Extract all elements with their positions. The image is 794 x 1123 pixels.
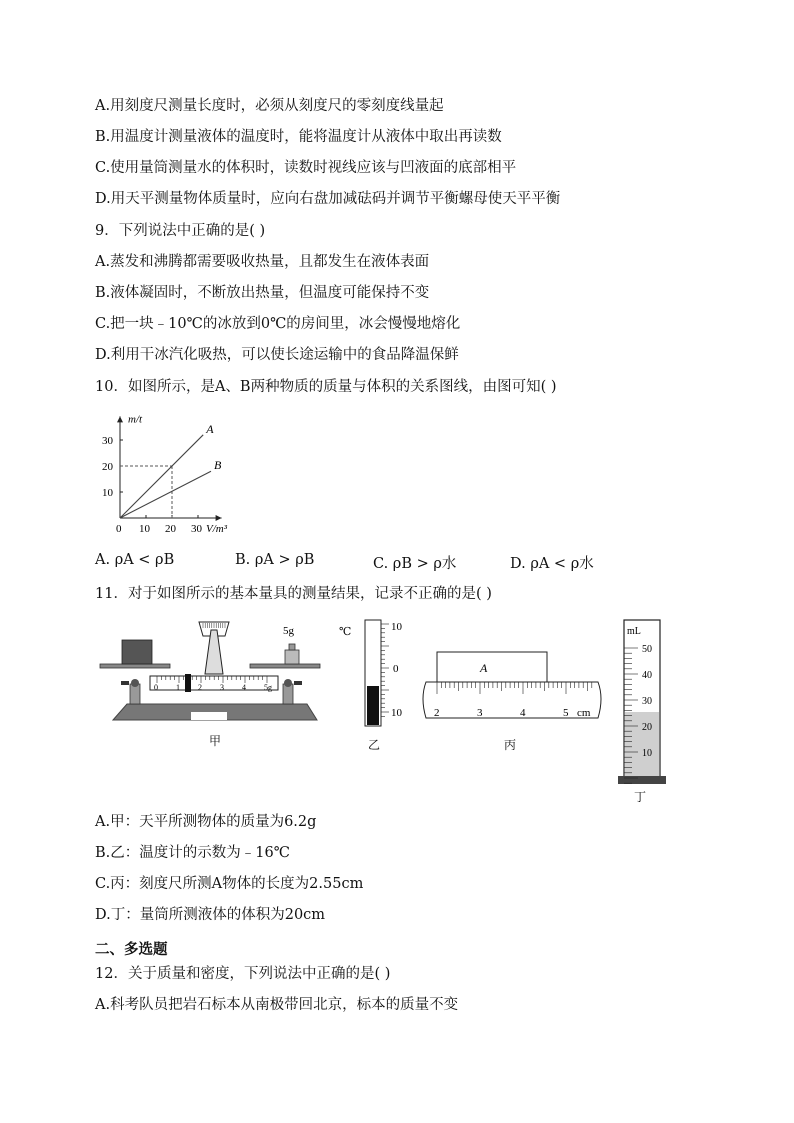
- y-tick-label: 20: [102, 461, 113, 473]
- q10-option-b: B. ρA > ρB: [235, 552, 315, 568]
- q9-stem: 9．下列说法中正确的是( ): [95, 223, 266, 239]
- label-ding: 丁: [634, 790, 647, 804]
- weight-label: 5g: [283, 625, 294, 637]
- q10-stem: 10．如图所示，是A、B两种物质的质量与体积的关系图线，由图可知( ): [95, 379, 557, 395]
- beam-tick-label: 3: [220, 683, 224, 692]
- q10-option-c: C. ρB > ρ水: [373, 556, 457, 572]
- y-tick-label: 30: [102, 435, 113, 447]
- right-pan: [250, 664, 320, 668]
- q11-option-c: C.丙：刻度尺所测A物体的长度为2.55cm: [95, 876, 364, 892]
- cyl-tick-50: 50: [642, 644, 652, 655]
- q9-option-c: C.把一块﹣10℃的冰放到0℃的房间里，冰会慢慢地熔化: [95, 316, 461, 332]
- ruler-tick-3: 3: [477, 707, 483, 719]
- cylinder-base: [618, 776, 666, 784]
- q8-option-c: C.使用量筒测量水的体积时，读数时视线应该与凹液面的底部相平: [95, 160, 517, 176]
- cylinder-figure: [616, 614, 672, 786]
- thermo-tick-10-bottom: 10: [391, 707, 402, 719]
- q9-option-a: A.蒸发和沸腾都需要吸收热量，且都发生在液体表面: [95, 254, 430, 270]
- object-a: [437, 652, 547, 682]
- balance-base-notch: [191, 712, 227, 720]
- q11-stem: 11．对于如图所示的基本量具的测量结果，记录不正确的是( ): [95, 586, 492, 602]
- beam-tick-label: 2: [198, 683, 202, 692]
- series-label-B: B: [214, 458, 222, 473]
- q10-option-d: D. ρA < ρ水: [510, 556, 594, 572]
- weight-5g: [285, 650, 299, 664]
- q11-option-b: B.乙：温度计的示数为﹣16℃: [95, 845, 290, 861]
- x-tick-label: 0: [116, 523, 122, 535]
- beam-tick-label: 1: [176, 683, 180, 692]
- q8-option-b: B.用温度计测量液体的温度时，能将温度计从液体中取出再读数: [95, 129, 502, 145]
- label-jia: 甲: [209, 734, 222, 748]
- x-tick-label: 30: [191, 523, 202, 535]
- thermo-tick-10-top: 10: [391, 621, 402, 633]
- ruler-figure: [420, 648, 610, 724]
- beam-tick-label: 5g: [264, 683, 272, 692]
- section-title: 二、多选题: [95, 942, 168, 958]
- q8-option-d: D.用天平测量物体质量时，应向右盘加减砝码并调节平衡螺母使天平平衡: [95, 191, 561, 207]
- q9-option-b: B.液体凝固时，不断放出热量，但温度可能保持不变: [95, 285, 430, 301]
- cyl-tick-20: 20: [642, 722, 652, 733]
- object-block: [122, 640, 152, 664]
- left-pan: [100, 664, 170, 668]
- y-tick-label: 10: [102, 487, 113, 499]
- mass-volume-chart: [95, 404, 265, 542]
- thermometer-unit: ℃: [339, 626, 352, 638]
- cyl-tick-30: 30: [642, 696, 652, 707]
- ruler-tick-2: 2: [434, 707, 440, 719]
- balance-figure: [95, 612, 325, 730]
- thermometer-figure: [335, 616, 415, 728]
- beam-tick-label: 4: [242, 683, 246, 692]
- q12-stem: 12．关于质量和密度，下列说法中正确的是( ): [95, 966, 391, 982]
- ruler-tick-4: 4: [520, 707, 526, 719]
- x-axis-label: V/m³: [206, 523, 228, 535]
- q11-option-a: A.甲：天平所测物体的质量为6.2g: [95, 814, 317, 830]
- x-tick-label: 20: [165, 523, 176, 535]
- rider: [185, 674, 191, 692]
- beam-tick-label: 0: [154, 683, 158, 692]
- thermometer-liquid: [367, 686, 379, 725]
- q9-option-d: D.利用干冰汽化吸热，可以使长途运输中的食品降温保鲜: [95, 347, 459, 363]
- cylinder-unit: mL: [627, 626, 641, 637]
- object-a-label: A: [480, 661, 488, 675]
- series-label-A: A: [206, 421, 214, 436]
- ruler-unit: cm: [577, 707, 591, 719]
- ruler-tick-5: 5: [563, 707, 569, 719]
- series-line-B: [120, 471, 211, 518]
- q11-option-d: D.丁：量筒所测液体的体积为20cm: [95, 907, 326, 923]
- cyl-tick-10: 10: [642, 748, 652, 759]
- x-tick-label: 10: [139, 523, 150, 535]
- q10-option-a: A. ρA < ρB: [95, 552, 175, 568]
- q10-options: [95, 552, 715, 572]
- q8-option-a: A.用刻度尺测量长度时，必须从刻度尺的零刻度线量起: [95, 98, 444, 114]
- cyl-tick-40: 40: [642, 670, 652, 681]
- y-axis-label: m/t: [128, 413, 143, 426]
- thermo-tick-0: 0: [393, 663, 399, 675]
- label-bing: 丙: [504, 738, 517, 752]
- series-line-A: [120, 435, 203, 518]
- q12-option-a: A.科考队员把岩石标本从南极带回北京，标本的质量不变: [95, 997, 459, 1013]
- pointer: [205, 630, 223, 674]
- label-yi: 乙: [368, 738, 381, 752]
